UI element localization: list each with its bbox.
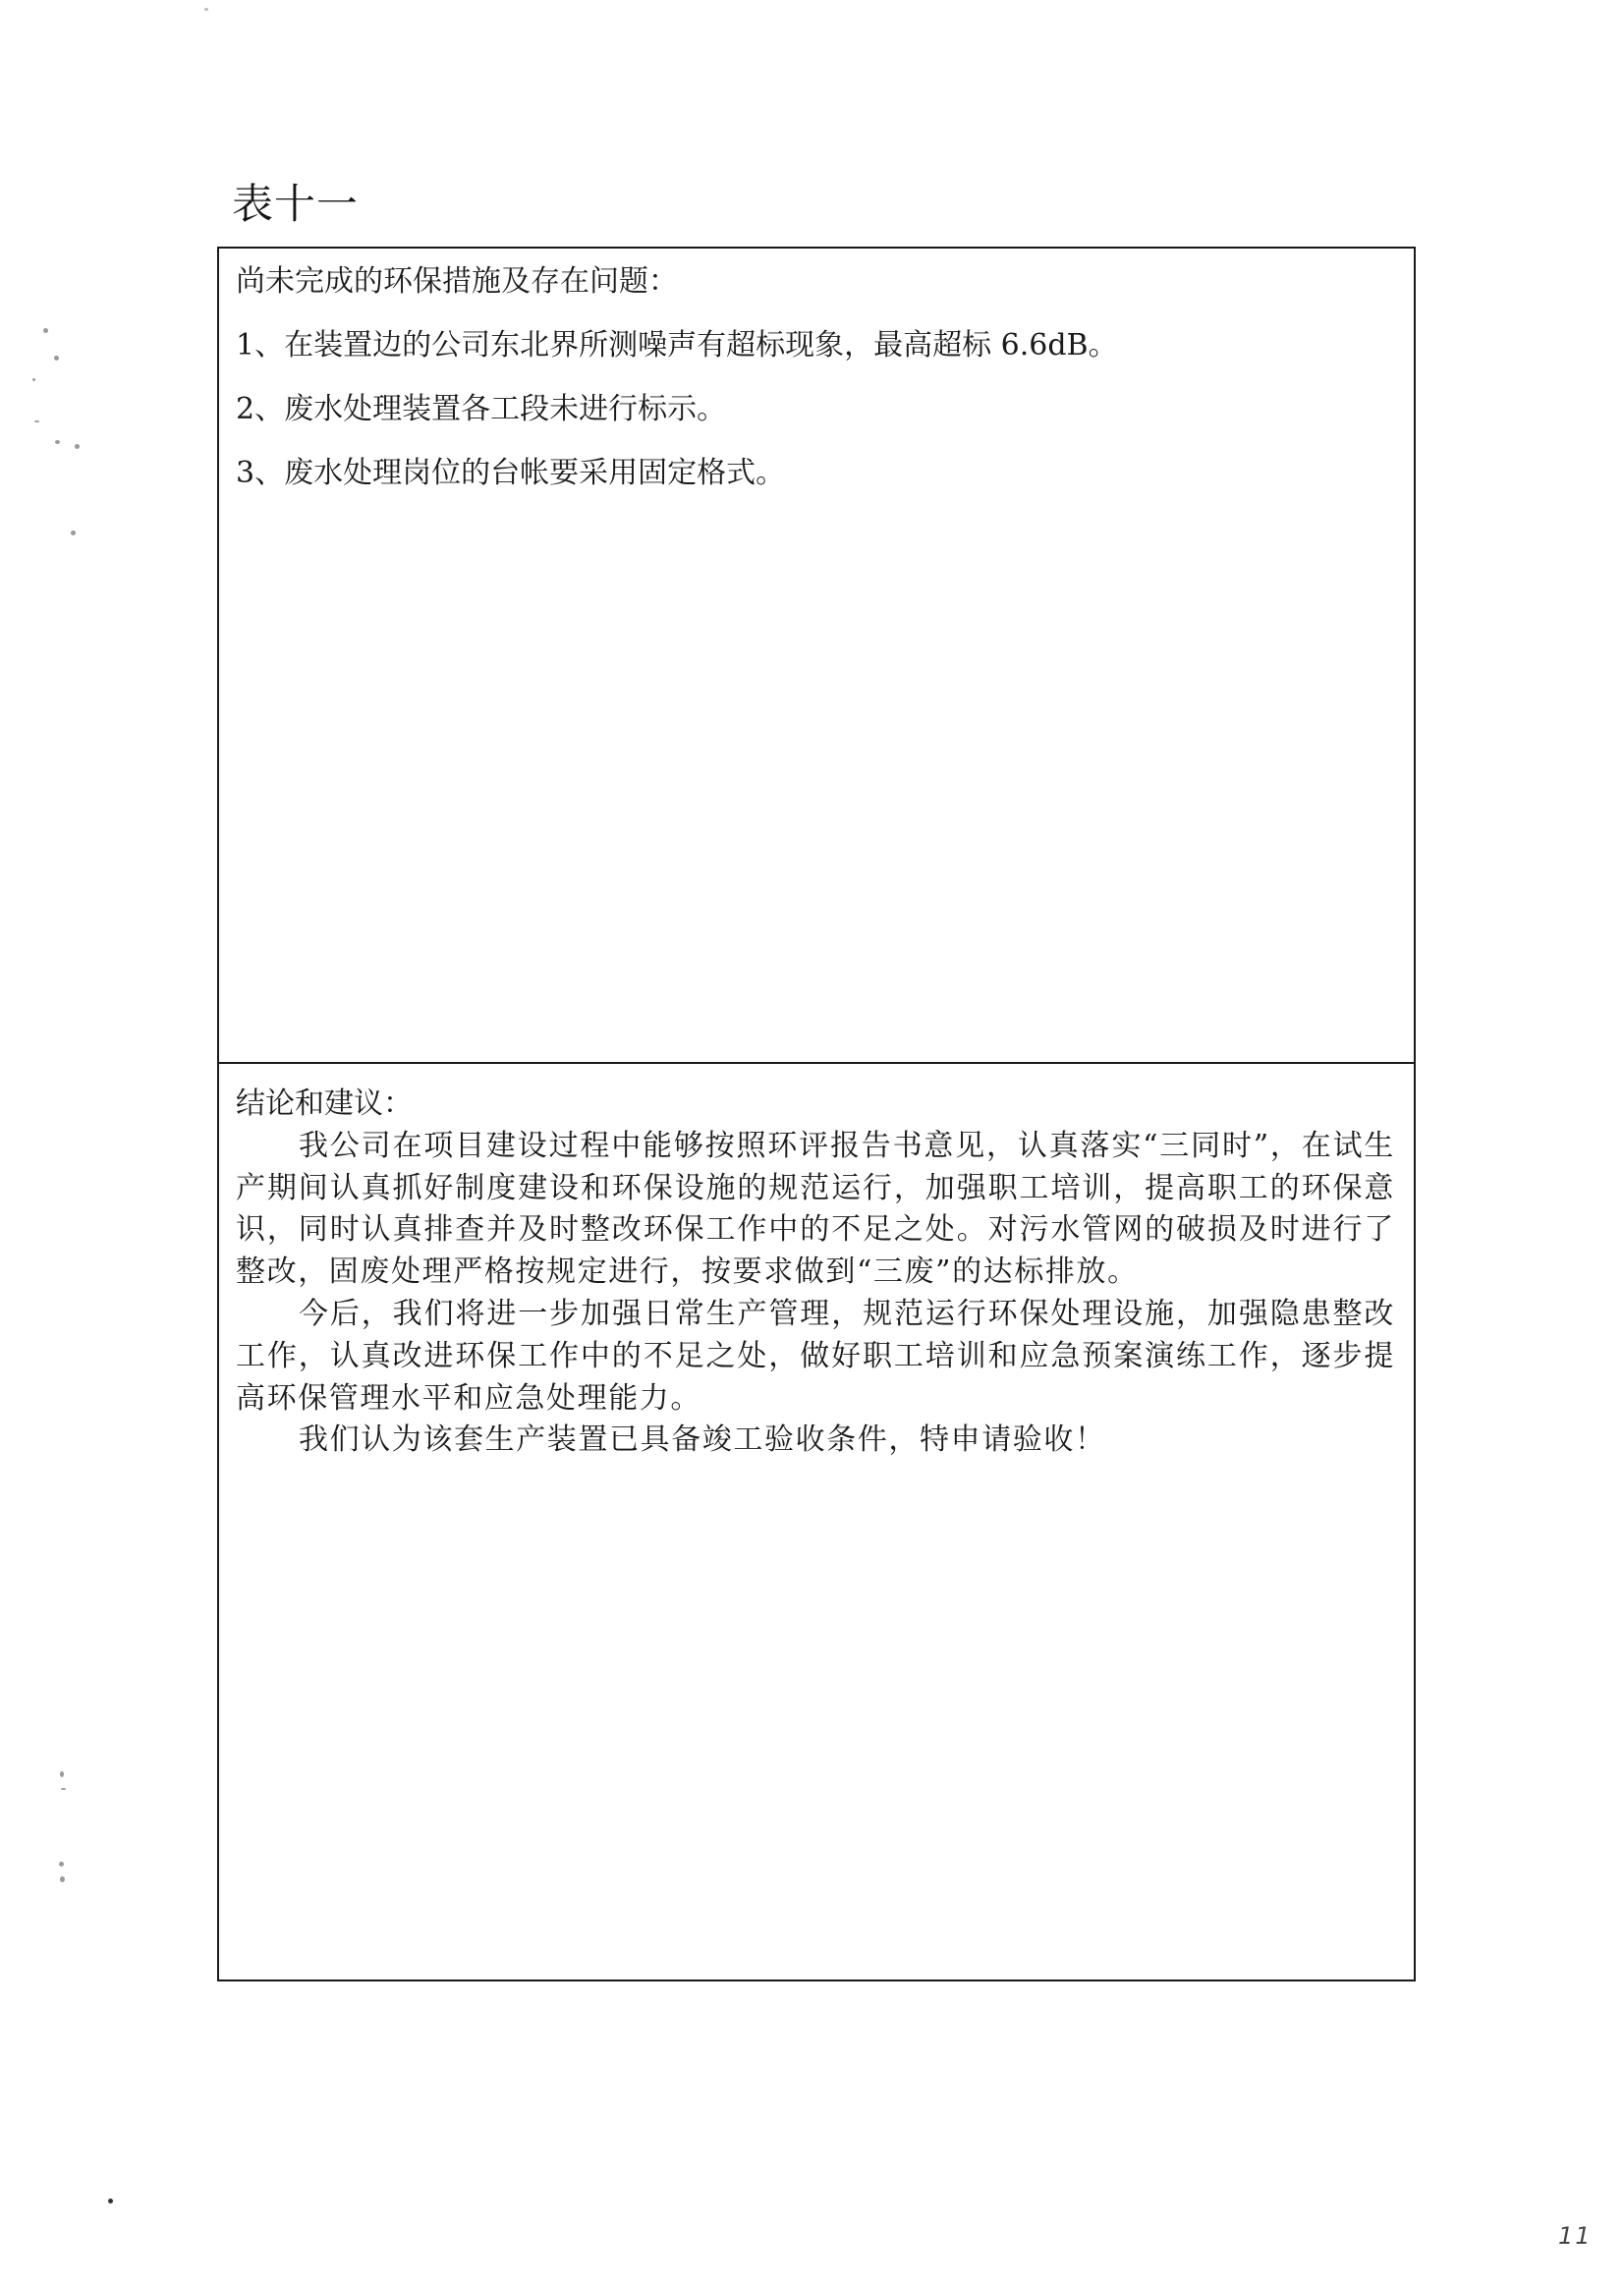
section-divider <box>219 1062 1414 1064</box>
issue-item: 3、废水处理岗位的台帐要采用固定格式。 <box>236 456 786 490</box>
scan-speck <box>60 1876 65 1882</box>
scan-speck <box>61 1788 66 1790</box>
issue-item: 1、在装置边的公司东北界所测噪声有超标现象，最高超标 6.6dB。 <box>236 328 1118 362</box>
scan-speck <box>32 378 35 381</box>
scan-speck <box>59 1862 64 1867</box>
issue-item: 2、废水处理装置各工段未进行标示。 <box>236 392 727 426</box>
conclusion-paragraph: 今后，我们将进一步加强日常生产管理，规范运行环保处理设施，加强隐患整改工作，认真改进环保工作中的不足之处，做好职工培训和应急预案演练工作，逐步提高环保管理水平和应急处理能力。 <box>236 1296 1395 1416</box>
page-number: 11 <box>1558 2222 1593 2250</box>
scan-speck <box>108 2199 113 2203</box>
form-table <box>217 247 1416 1981</box>
conclusion-heading: 结论和建议： <box>236 1087 413 1121</box>
scan-speck <box>75 444 80 449</box>
outstanding-issues-section <box>236 262 1405 493</box>
table-title: 表十一 <box>232 180 360 228</box>
scan-speck <box>60 1771 64 1777</box>
scan-speck <box>204 8 208 11</box>
scan-speck <box>43 328 48 333</box>
scan-speck <box>55 440 60 444</box>
outstanding-issues-heading: 尚未完成的环保措施及存在问题： <box>236 264 678 299</box>
scan-speck <box>71 530 76 535</box>
conclusion-section <box>236 1084 1395 1462</box>
scan-speck <box>34 420 39 422</box>
scan-speck <box>54 356 59 361</box>
conclusion-paragraph: 我公司在项目建设过程中能够按照环评报告书意见，认真落实“三同时”，在试生产期间认真抓好制度建设和环保设施的规范运行，加强职工培训，提高职工的环保意识，同时认真排查并及时整改环保工作中的不足之处。对污水管网的破损及时进行了整改，固废处理严格按规定进行，按要求做到“三废”的达标排放。 <box>236 1128 1395 1290</box>
conclusion-paragraph: 我们认为该套生产装置已具备竣工验收条件，特申请验收！ <box>299 1422 1106 1458</box>
